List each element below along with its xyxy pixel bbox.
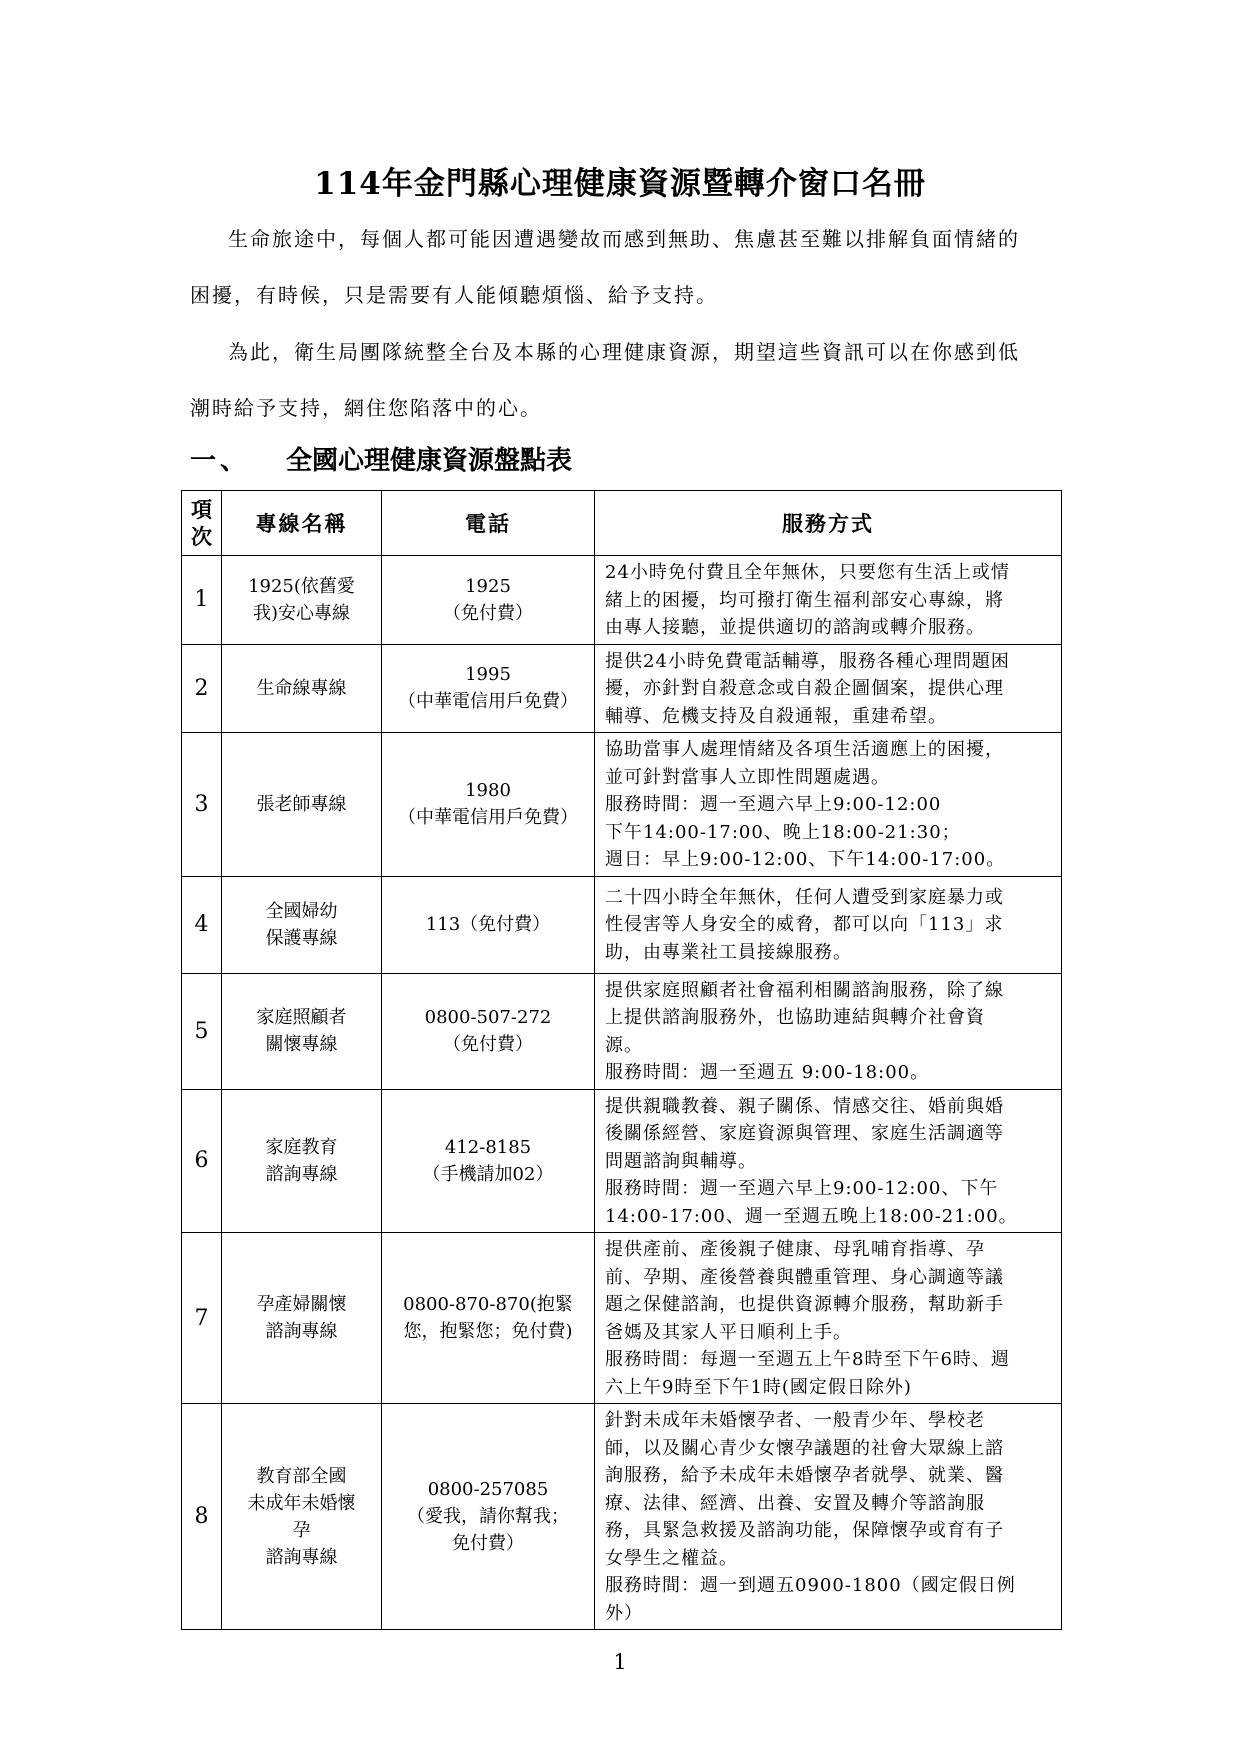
table-row xyxy=(182,876,1062,973)
intro-paragraph-1-line-1: 生命旅途中，每個人都可能因遭遇變故而感到無助、焦慮甚至難以排解負面情緒的 xyxy=(228,227,1020,251)
header-phone: 電話 xyxy=(382,491,595,556)
hotline-name-line: 1925(依舊愛 xyxy=(248,575,355,597)
hotline-phone-line: 0800-257085 xyxy=(427,1479,549,1500)
table-header-row xyxy=(182,491,1062,556)
table-body xyxy=(182,556,1062,1630)
table-row xyxy=(182,556,1062,645)
hotline-name-line: 諮詢專線 xyxy=(265,1321,338,1342)
hotline-phone xyxy=(382,973,595,1089)
service-description-line: 前、孕期、產後營養與體重管理、身心調適等議 xyxy=(605,1266,1004,1288)
hotline-phone-line: 412-8185 xyxy=(444,1136,532,1158)
hotline-phone-line: 0800-507-272 xyxy=(424,1007,552,1028)
service-description-line: 上提供諮詢服務外，也協助連結與轉介社會資 xyxy=(605,1007,985,1028)
service-description-line: 服務時間：週一至週六早上9:00-12:00、下午 xyxy=(605,1178,999,1199)
service-description-line: 女學生之權益。 xyxy=(605,1547,738,1569)
service-description xyxy=(595,1233,1062,1404)
row-number: 8 xyxy=(182,1404,222,1630)
hotline-phone xyxy=(382,1233,595,1404)
service-description-line: 協助當事人處理情緒及各項生活適應上的困擾， xyxy=(605,739,1004,760)
service-description-line: 24小時免付費且全年無休，只要您有生活上或情 xyxy=(605,562,1010,583)
hotline-phone-line: 1925 xyxy=(465,575,511,597)
service-description-line: 爸媽及其家人平日順利上手。 xyxy=(605,1321,852,1343)
hotline-name-line: 家庭教育 xyxy=(265,1136,338,1158)
service-description xyxy=(595,876,1062,973)
hotline-name xyxy=(222,1404,382,1630)
hotline-phone-line: （中華電信用戶免費） xyxy=(398,807,578,829)
intro-paragraph-2-line-1: 為此，衛生局團隊統整全台及本縣的心理健康資源，期望這些資訊可以在你感到低 xyxy=(228,340,1020,364)
hotline-phone xyxy=(382,644,595,733)
hotline-name-line: 未成年未婚懷 xyxy=(247,1492,356,1514)
hotline-phone xyxy=(382,1404,595,1630)
service-description-line: 週日：早上9:00-12:00、下午14:00-17:00。 xyxy=(605,849,1006,870)
header-index-line-1: 項 xyxy=(191,497,212,522)
row-number: 6 xyxy=(182,1089,222,1233)
hotline-name-line: 生命線專線 xyxy=(256,677,347,699)
row-number: 7 xyxy=(182,1233,222,1404)
service-description-line: 二十四小時全年無休，任何人遭受到家庭暴力或 xyxy=(605,886,1004,908)
service-description xyxy=(595,973,1062,1089)
service-description-line: 詢服務，給予未成年未婚懷孕者就學、就業、醫 xyxy=(605,1465,1004,1486)
header-service: 服務方式 xyxy=(595,491,1062,556)
hotline-phone-line: （愛我，請你幫我； xyxy=(407,1506,569,1527)
hotline-name-line: 諮詢專線 xyxy=(265,1546,338,1568)
hotline-name xyxy=(222,1233,382,1404)
table-row xyxy=(182,1404,1062,1630)
service-description-line: 性侵害等人身安全的威脅，都可以向「113」求 xyxy=(605,914,1004,936)
service-description-line: 14:00-17:00、週一至週五晚上18:00-21:00。 xyxy=(605,1205,1018,1227)
service-description-line: 外） xyxy=(605,1602,643,1624)
section-number: 一、 xyxy=(190,446,251,476)
hotline-phone xyxy=(382,876,595,973)
hotline-phone-line: （中華電信用戶免費） xyxy=(398,691,578,713)
hotline-phone xyxy=(382,733,595,877)
hotline-name-line: 關懷專線 xyxy=(265,1034,338,1055)
row-number: 1 xyxy=(182,556,222,645)
hotline-name-line: 家庭照顧者 xyxy=(256,1007,347,1028)
service-description xyxy=(595,556,1062,645)
page-number: 1 xyxy=(613,1650,627,1674)
row-number: 4 xyxy=(182,876,222,973)
row-number: 3 xyxy=(182,733,222,877)
service-description-line: 療、法律、經濟、出養、安置及轉介等諮詢服 xyxy=(605,1492,985,1514)
service-description xyxy=(595,1404,1062,1630)
service-description-line: 助，由專業社工員接線服務。 xyxy=(605,941,852,963)
table-row xyxy=(182,644,1062,733)
service-description-line: 六上午9時至下午1時(國定假日除外) xyxy=(605,1376,912,1398)
hotline-phone-line: 您，抱緊您；免付費) xyxy=(403,1321,573,1342)
hotline-phone-line: 113（免付費） xyxy=(425,914,551,935)
header-index-line-2: 次 xyxy=(191,524,212,549)
service-description xyxy=(595,1089,1062,1233)
page-title: 114年金門縣心理健康資源暨轉介窗口名冊 xyxy=(314,166,926,202)
service-description-line: 輔導、危機支持及自殺通報，重建希望。 xyxy=(605,705,947,727)
table-row xyxy=(182,733,1062,877)
service-description-line: 務，具緊急救援及諮詢功能，保障懷孕或育有子 xyxy=(605,1520,1004,1541)
service-description-line: 服務時間：週一至週六早上9:00-12:00 xyxy=(605,794,942,815)
header-name: 專線名稱 xyxy=(222,491,382,556)
service-description-line: 並可針對當事人立即性問題處遇。 xyxy=(605,766,890,788)
section-title: 全國心理健康資源盤點表 xyxy=(286,446,573,476)
hotline-phone-line: （免付費） xyxy=(443,1034,533,1055)
service-description-line: 問題諮詢與輔導。 xyxy=(605,1150,757,1172)
hotline-name-line: 孕產婦關懷 xyxy=(256,1294,347,1315)
section-heading xyxy=(190,440,572,477)
hotline-name-line: 教育部全國 xyxy=(256,1465,347,1487)
intro-paragraph-1 xyxy=(190,211,1070,323)
service-description-line: 後關係經營、家庭資源與管理、家庭生活調適等 xyxy=(605,1123,1004,1144)
service-description xyxy=(595,733,1062,877)
service-description-line: 服務時間：週一至週五 9:00-18:00。 xyxy=(605,1062,930,1083)
hotline-phone-line: （免付費） xyxy=(443,602,533,624)
hotline-name xyxy=(222,733,382,877)
resource-table xyxy=(181,490,1062,1630)
service-description-line: 提供產前、產後親子健康、母乳哺育指導、孕 xyxy=(605,1239,985,1260)
row-number: 5 xyxy=(182,973,222,1089)
service-description-line: 服務時間：每週一至週五上午8時至下午6時、週 xyxy=(605,1349,1010,1370)
service-description-line: 擾，亦針對自殺意念或自殺企圖個案，提供心理 xyxy=(605,678,1004,699)
service-description-line: 提供24小時免費電話輔導，服務各種心理問題困 xyxy=(605,650,1010,672)
hotline-phone-line: 1980 xyxy=(465,780,511,802)
table-row xyxy=(182,973,1062,1089)
hotline-phone-line: 0800-870-870(抱緊 xyxy=(403,1294,573,1315)
table-row xyxy=(182,1233,1062,1404)
service-description-line: 下午14:00-17:00、晚上18:00-21:30； xyxy=(605,821,961,843)
service-description-line: 源。 xyxy=(605,1034,643,1056)
header-index xyxy=(182,491,222,556)
hotline-name-line: 全國婦幼 xyxy=(265,900,338,922)
hotline-name xyxy=(222,644,382,733)
hotline-name xyxy=(222,556,382,645)
hotline-name xyxy=(222,876,382,973)
hotline-name xyxy=(222,973,382,1089)
hotline-phone-line: 免付費） xyxy=(452,1533,524,1554)
intro-paragraph-2-line-2: 潮時給予支持，網住您陷落中的心。 xyxy=(190,396,542,420)
hotline-name-line: 孕 xyxy=(292,1519,311,1541)
row-number: 2 xyxy=(182,644,222,733)
service-description-line: 緒上的困擾，均可撥打衛生福利部安心專線，將 xyxy=(605,589,1004,611)
service-description-line: 針對未成年未婚懷孕者、一般青少年、學校老 xyxy=(605,1410,985,1431)
service-description-line: 服務時間：週一到週五0900-1800（國定假日例 xyxy=(605,1575,1016,1596)
service-description-line: 題之保健諮詢，也提供資源轉介服務，幫助新手 xyxy=(605,1294,1004,1315)
service-description-line: 提供家庭照顧者社會福利相關諮詢服務，除了線 xyxy=(605,979,1004,1001)
intro-paragraph-2 xyxy=(190,324,1070,436)
intro-paragraph-1-line-2: 困擾，有時候，只是需要有人能傾聽煩惱、給予支持。 xyxy=(190,283,718,307)
hotline-phone-line: 1995 xyxy=(465,664,511,686)
hotline-phone-line: （手機請加02） xyxy=(422,1163,554,1185)
service-description xyxy=(595,644,1062,733)
hotline-name xyxy=(222,1089,382,1233)
hotline-name-line: 諮詢專線 xyxy=(265,1163,338,1185)
service-description-line: 提供親職教養、親子關係、情感交往、婚前與婚 xyxy=(605,1095,1004,1117)
hotline-phone xyxy=(382,556,595,645)
service-description-line: 由專人接聽，並提供適切的諮詢或轉介服務。 xyxy=(605,617,985,638)
table-row xyxy=(182,1089,1062,1233)
hotline-name-line: 保護專線 xyxy=(265,927,338,949)
hotline-phone xyxy=(382,1089,595,1233)
hotline-name-line: 我)安心專線 xyxy=(252,602,351,624)
hotline-name-line: 張老師專線 xyxy=(256,793,347,815)
service-description-line: 師，以及關心青少女懷孕議題的社會大眾線上諮 xyxy=(605,1437,1004,1459)
